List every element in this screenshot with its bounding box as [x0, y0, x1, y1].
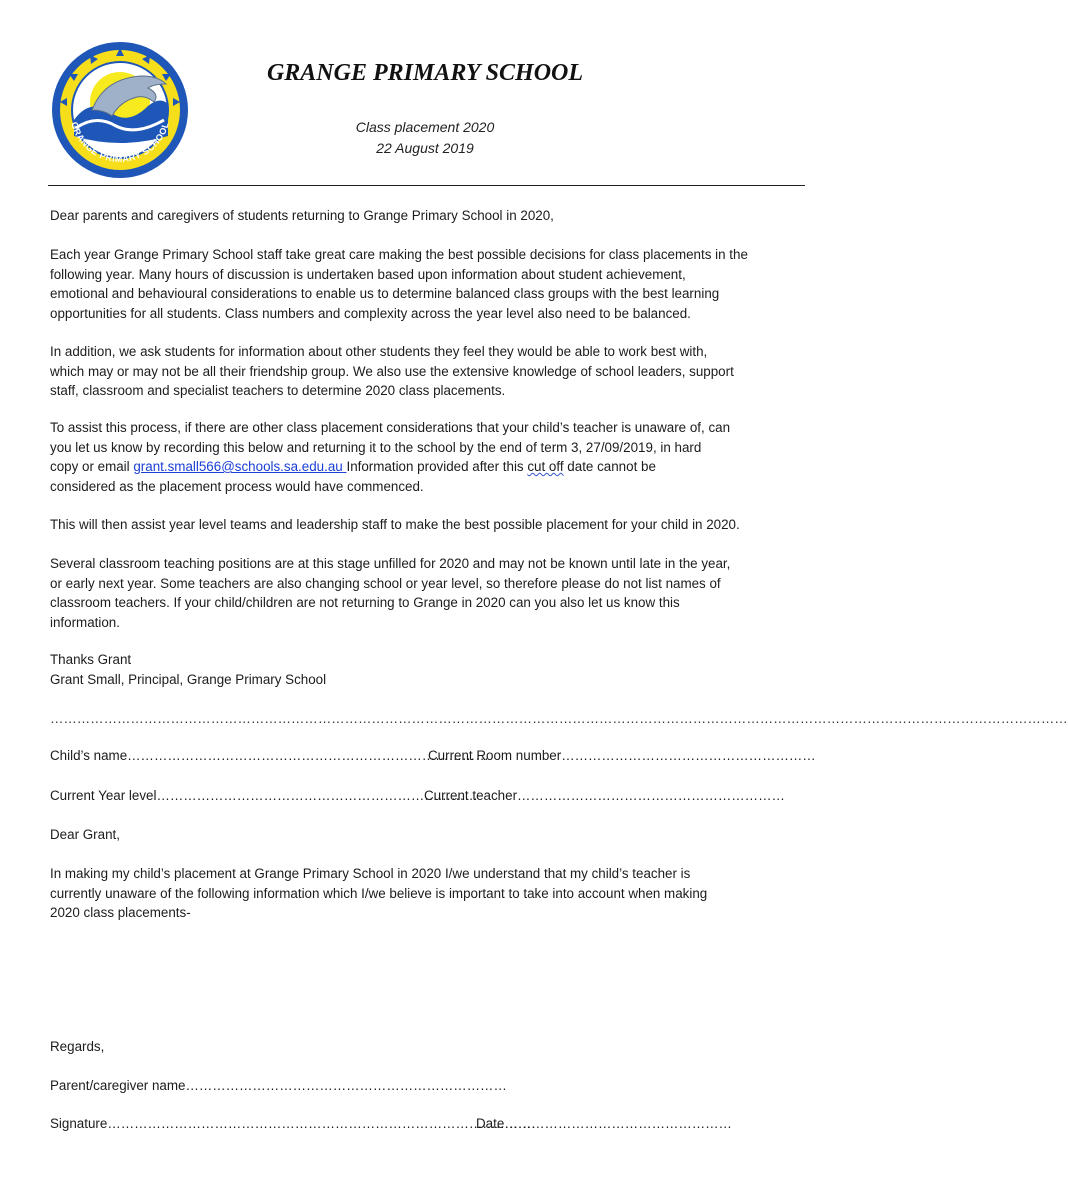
signoff-thanks: Thanks Grant [50, 652, 132, 667]
text-line: 2020 class placements- [50, 905, 191, 920]
logo-text: GRANGE PRIMARY SCHOOL [69, 120, 171, 165]
form-statement [50, 864, 810, 923]
room-number-field[interactable]: Current Room number………………………………………………… [428, 748, 816, 763]
paragraph-2 [50, 342, 810, 401]
text-line: In making my child’s placement at Grange Primary School in 2020 I/we understand that my child’s teacher is [50, 866, 691, 881]
document-date: 22 August 2019 [376, 140, 474, 156]
paragraph-1 [50, 245, 810, 323]
paragraph-5 [50, 554, 810, 632]
text-line: staff, classroom and specialist teachers to determine 2020 class placements. [50, 383, 506, 398]
form-greeting: Dear Grant, [50, 827, 120, 842]
text-line: Several classroom teaching positions are at this stage unfilled for 2020 and may not be known until late in the year, [50, 556, 731, 571]
date-field[interactable]: Date…………………………………………… [476, 1116, 732, 1131]
spellcheck-word: cut off [527, 459, 564, 474]
text-line: currently unaware of the following information which I/we believe is important to take into account when making [50, 885, 708, 901]
text-line: emotional and behavioural considerations to enable us to determine balanced class groups with the best learning [50, 286, 720, 301]
school-name: GRANGE PRIMARY SCHOOL [266, 60, 584, 86]
email-link[interactable]: grant.small566@schools.sa.edu.au [133, 459, 343, 474]
form-regards: Regards, [50, 1039, 105, 1054]
text-line: which may or may not be all their friendship group. We also use the extensive knowledge of school leaders, support [50, 363, 734, 379]
text-line: or early next year. Some teachers are also changing school or year level, so therefore please do not list names of [50, 575, 721, 591]
text-line: In addition, we ask students for information about other students they feel they would be able to work best with, [50, 344, 708, 359]
header-divider [48, 185, 805, 186]
parent-name-field[interactable]: Parent/caregiver name……………………………………………………………… [50, 1078, 507, 1093]
text-line: opportunities for all students. Class numbers and complexity across the year level also need to be balanced. [50, 305, 691, 321]
child-name-field[interactable]: Child’s name……………………………………………………………………… [50, 748, 489, 763]
letter-signoff [50, 650, 810, 689]
text-span: copy or email [50, 459, 134, 474]
document-subtitle: Class placement 2020 [355, 119, 495, 135]
paragraph-3 [50, 418, 810, 496]
school-logo [50, 40, 190, 180]
text-line [50, 457, 810, 477]
year-level-field[interactable]: Current Year level……………………………………………………………… [50, 788, 478, 803]
text-span: Information provided after this [346, 459, 528, 474]
text-line: following year. Many hours of discussion is undertaken based upon information about student achievement, [50, 266, 686, 282]
text-line: To assist this process, if there are other class placement considerations that your child’s teacher is unaware of, can [50, 420, 731, 435]
text-span: date cannot be [563, 459, 656, 474]
letter-greeting: Dear parents and caregivers of students returning to Grange Primary School in 2020, [50, 208, 554, 223]
current-teacher-field[interactable]: Current teacher…………………………………………………… [424, 788, 785, 803]
text-line: Each year Grange Primary School staff take great care making the best possible decisions for class placements in the [50, 247, 748, 262]
text-line: information. [50, 614, 120, 630]
paragraph-4: This will then assist year level teams and leadership staff to make the best possible placement for your child in 2020. [50, 517, 740, 532]
tear-off-separator: ………………………………………………………………………………………………………………………………………………………………………………………………………… [50, 711, 1068, 726]
signature-field[interactable]: Signature…………………………………………………………………………………… [50, 1116, 536, 1131]
signoff-principal: Grant Small, Principal, Grange Primary School [50, 671, 327, 687]
text-line: considered as the placement process would have commenced. [50, 478, 424, 494]
text-line: you let us know by recording this below and returning it to the school by the end of term 3, 27/09/2019, in hard [50, 439, 702, 455]
text-line: classroom teachers. If your child/children are not returning to Grange in 2020 can you also let us know this [50, 595, 680, 610]
